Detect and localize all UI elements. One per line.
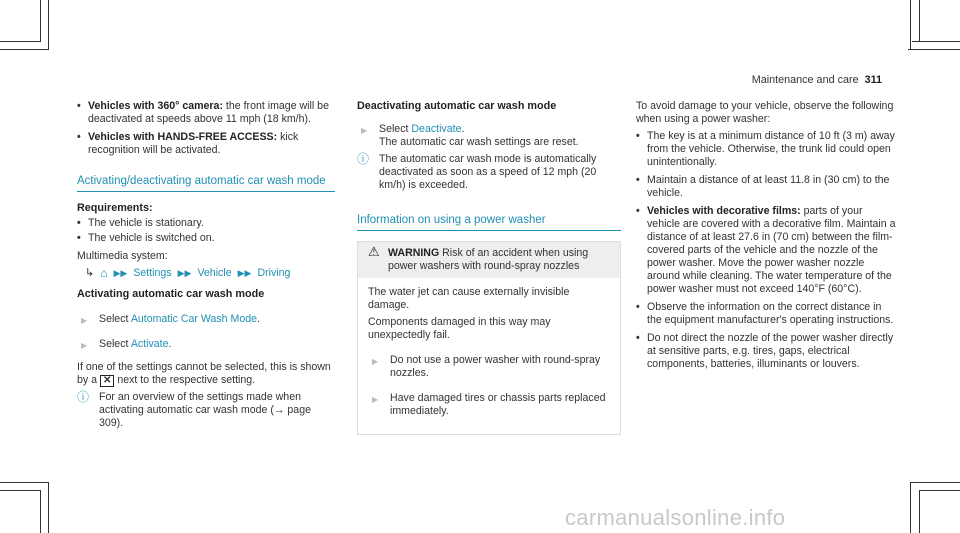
multimedia-label: Multimedia system: [77, 250, 168, 262]
crop-mark [910, 482, 911, 533]
list-item [636, 174, 898, 200]
bullet-bold: Vehicles with HANDS-FREE ACCESS: [88, 131, 278, 143]
step-item [368, 392, 610, 418]
menu-path [77, 267, 335, 280]
section-title-car-wash[interactable]: Activating/deactivating automatic car wash mode [77, 175, 335, 192]
step-item [357, 123, 621, 149]
double-chevron-icon: ▶▶ [237, 268, 252, 278]
bullet-text: Maintain a distance of at least 11.8 in (30 cm) to the vehicle. [647, 174, 890, 199]
activating-heading: Activating automatic car wash mode [77, 288, 265, 300]
note-text: If one of the settings cannot be selected, this is shown by a [77, 361, 331, 386]
crop-mark [48, 482, 49, 533]
step-item [77, 338, 335, 351]
column-left [77, 100, 335, 434]
double-chevron-icon: ▶▶ [177, 268, 192, 278]
activate-link[interactable]: Activate [130, 338, 169, 350]
bullet-bold: Vehicles with decorative films: [647, 205, 801, 217]
list-item [77, 232, 335, 245]
bullet-text: the front image will be deactivated at speeds above 11 mph (18 km/h). [88, 100, 329, 125]
bullet-text: The key is at a minimum distance of 10 ft (3 m) away from the vehicle. Otherwise, the trunk lid could open unintentionally. [647, 130, 895, 168]
step-text: Select [99, 338, 129, 350]
bullet-text: Do not direct the nozzle of the power washer directly at sensitive parts, e.g. tires, gaps, electrical components, batteries, illuminants or louvers. [647, 332, 894, 370]
crop-mark [0, 482, 48, 483]
header-section: Maintenance and care [751, 74, 859, 86]
bullet-text: kick recognition will be activated. [88, 131, 299, 156]
crop-mark [919, 490, 920, 533]
double-chevron-icon: ▶▶ [113, 268, 128, 278]
step-text: Select [379, 123, 409, 135]
crop-mark [48, 0, 49, 50]
crop-mark [40, 0, 41, 42]
warning-triangle-icon: ⚠ [368, 244, 380, 259]
step-text: Select [99, 313, 129, 325]
list-item [636, 130, 898, 169]
step-item [368, 354, 610, 380]
crop-mark [919, 490, 960, 491]
step-punct: . [257, 313, 260, 325]
page-number: 311 [864, 74, 882, 86]
step-punct: . [168, 338, 172, 350]
intro-paragraph: To avoid damage to your vehicle, observe the following when using a power washer: [636, 100, 894, 125]
list-item [636, 332, 898, 371]
step-text: Do not use a power washer with round-spray nozzles. [390, 354, 601, 379]
step-item [77, 313, 335, 326]
nav-driving[interactable]: Driving [257, 267, 291, 279]
list-item [636, 301, 898, 327]
warning-header [358, 242, 620, 278]
page-header [752, 74, 882, 86]
step-punct: . [461, 123, 465, 135]
warning-paragraph: The water jet can cause externally invisible damage. [368, 286, 570, 311]
requirement-2: The vehicle is switched on. [88, 232, 215, 244]
info-text: The automatic car wash mode is automatically deactivated as soon as a speed of 12 mph (20 km/h) is exceeded. [379, 153, 597, 191]
info-icon: ⓘ [77, 390, 90, 404]
warning-paragraph: Components damaged in this way may unexpectedly fail. [368, 316, 551, 341]
column-middle [357, 100, 621, 435]
deactivating-heading: Deactivating automatic car wash mode [357, 100, 557, 112]
deactivate-link[interactable]: Deactivate [411, 123, 462, 135]
cross-icon: ✕ [100, 375, 114, 387]
warning-text: Risk of an accident when using power washers with round-spray nozzles [388, 247, 589, 272]
requirement-1: The vehicle is stationary. [88, 217, 204, 229]
info-note [357, 153, 621, 192]
info-note [77, 391, 335, 430]
bullet-text: parts of your vehicle are covered with a decorative film. Maintain a distance of at least 27.6 in (70 cm) between the film-covered parts of the vehicle and the nozzle of the power washer. Move the power washer nozzle around while cleaning. The water temperature of the power washer must not exceed 140°F (60°C). [647, 205, 896, 295]
return-arrow-icon: ↳ [85, 267, 95, 279]
crop-mark [910, 482, 960, 483]
nav-settings[interactable]: Settings [133, 267, 172, 279]
warning-box [357, 241, 621, 435]
list-item [77, 131, 335, 157]
note-paragraph [77, 361, 335, 387]
list-item [77, 100, 335, 126]
warning-label: WARNING [388, 247, 440, 259]
info-text: For an overview of the settings made when activating automatic car wash mode (→ page 309). [99, 391, 311, 429]
crop-mark [0, 41, 40, 42]
requirements-heading: Requirements: [77, 202, 153, 214]
crop-mark [0, 490, 40, 491]
step-text: Have damaged tires or chassis parts replaced immediately. [390, 392, 606, 417]
automatic-car-wash-mode-link[interactable]: Automatic Car Wash Mode [130, 313, 258, 325]
crop-mark [919, 0, 920, 42]
home-icon[interactable]: ⌂ [100, 266, 108, 280]
list-item [77, 217, 335, 230]
watermark: carmanualsonline.info [565, 505, 786, 530]
bullet-bold: Vehicles with 360° camera: [88, 100, 223, 112]
crop-mark [910, 0, 911, 50]
warning-body [358, 278, 620, 434]
crop-mark [0, 49, 48, 50]
section-title-power-washer[interactable]: Information on using a power washer [357, 214, 621, 231]
crop-mark [908, 49, 960, 50]
list-item [636, 205, 898, 296]
column-right [636, 100, 898, 376]
crop-mark [40, 490, 41, 533]
info-icon: ⓘ [357, 152, 370, 166]
bullet-text: Observe the information on the correct distance in the equipment manufacturer's operating instructions. [647, 301, 894, 326]
step-result: The automatic car wash settings are reset. [379, 136, 579, 148]
nav-vehicle[interactable]: Vehicle [197, 267, 232, 279]
note-text: next to the respective setting. [117, 374, 256, 386]
